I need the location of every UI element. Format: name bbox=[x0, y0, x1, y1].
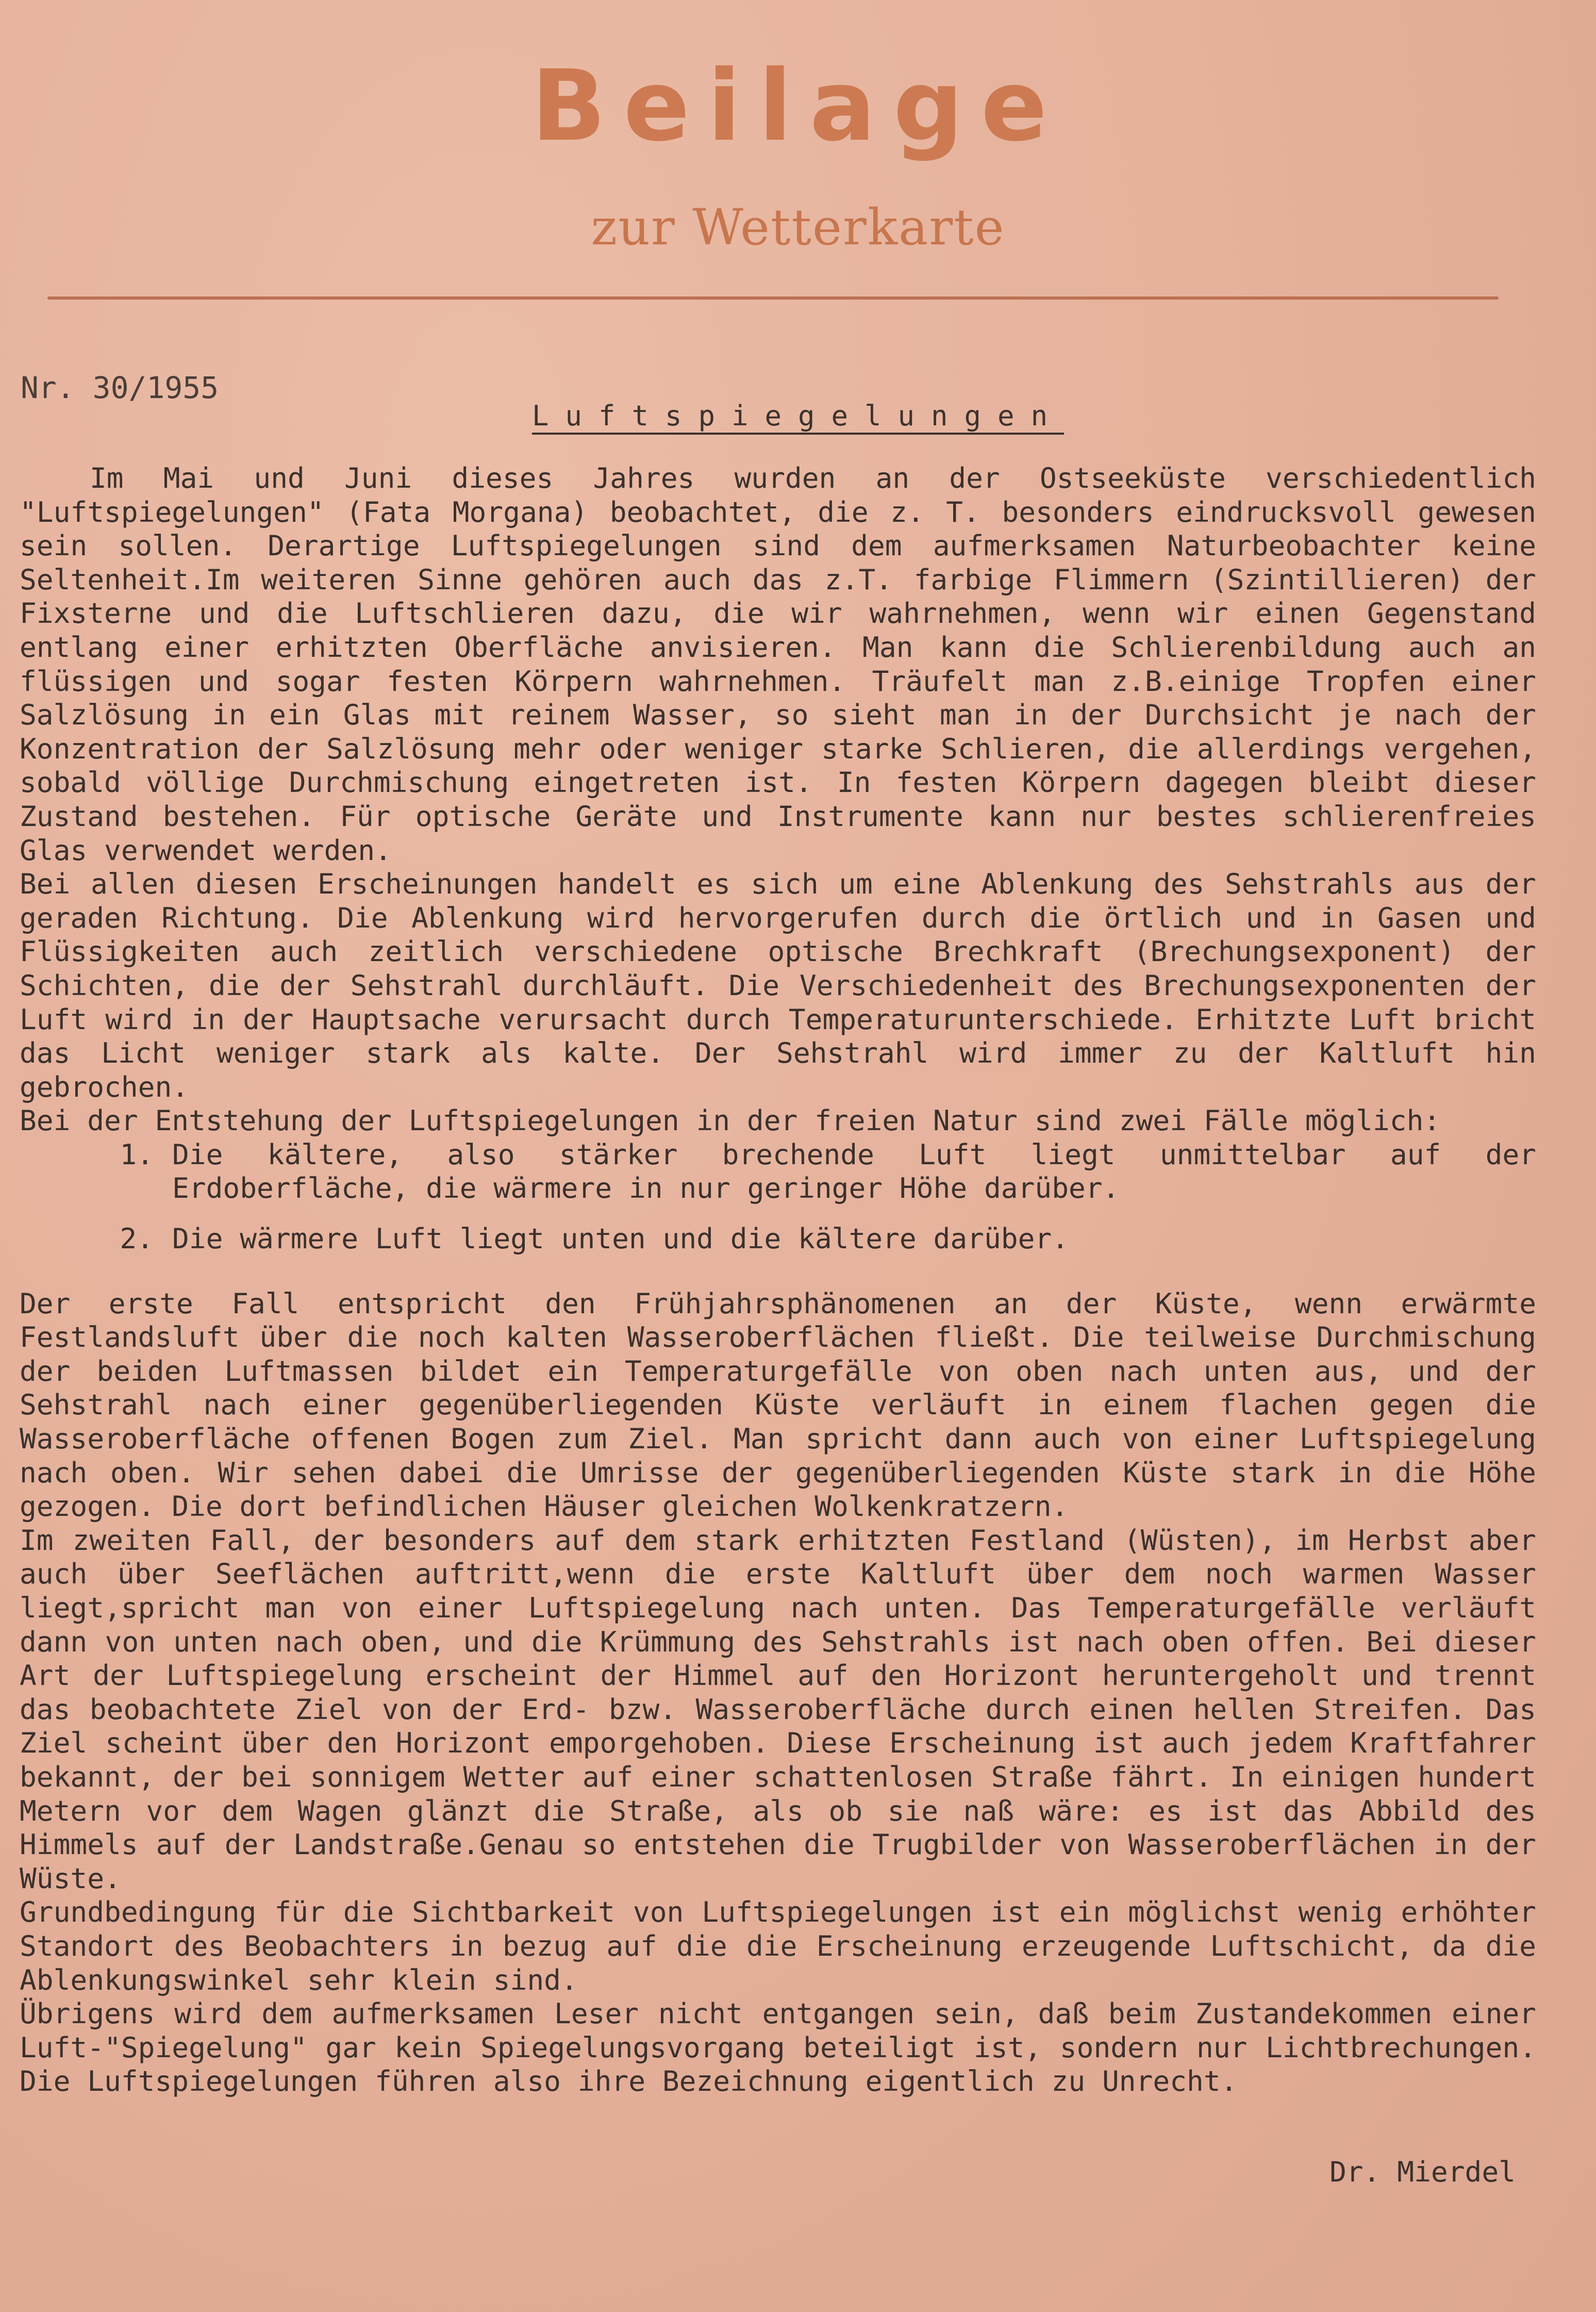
paragraph-visibility: Grundbedingung für die Sichtbarkeit von Luftspiegelungen ist ein möglichst wenig erhöhter Standort des Beobachters in bezug auf die die Erscheinung erzeugende Luftschicht, da die Ablenkungswinkel sehr klein sind. bbox=[20, 1895, 1536, 1996]
paragraph-first-case: Der erste Fall entspricht den Frühjahrsphänomenen an der Küste, wenn erwärmte Festlandsluft über die noch kalten Wasseroberflächen fließt. Die teilweise Durchmischung der beiden Luftmassen bildet ein Temperaturgefälle von oben nach unten aus, und der Sehstrahl nach einer gegenüberliegenden Küste verläuft in einem flachen gegen die Wasseroberfläche offenen Bogen zum Ziel. Man spricht dann auch von einer Luftspiegelung nach oben. Wir sehen dabei die Umrisse der gegenüberliegenden Küste stark in die Höhe gezogen. Die dort befindlichen Häuser gleichen Wolkenkratzern. bbox=[20, 1286, 1536, 1523]
paragraph-deflection: Bei allen diesen Erscheinungen handelt es sich um eine Ablenkung des Sehstrahls aus der geraden Richtung. Die Ablenkung wird hervorgerufen durch die örtlich und in Gasen und Flüssigkeiten auch zeitlich verschiedene optische Brechkraft (Brechungsexponent) der Schichten, die der Sehstrahl durchläuft. Die Verschiedenheit des Brechungsexponenten der Luft wird in der Hauptsache verursacht durch Temperaturunterschiede. Erhitzte Luft bricht das Licht weniger stark als kalte. Der Sehstrahl wird immer zu der Kaltluft hin gebrochen. bbox=[20, 867, 1536, 1103]
masthead-title: Beilage bbox=[531, 49, 1065, 163]
article-heading: Luftspiegelungen bbox=[531, 400, 1065, 432]
paragraph-conclusion: Übrigens wird dem aufmerksamen Leser nicht entgangen sein, daß beim Zustandekommen einer Luft-"Spiegelung" gar kein Spiegelungsvorgang beteiligt ist, sondern nur Lichtbrechungen. Die Luftspiegelungen führen also ihre Bezeichnung eigentlich zu Unrecht. bbox=[20, 1997, 1536, 2098]
case-item bbox=[20, 1138, 1536, 1205]
paragraph-two-cases: Bei der Entstehung der Luftspiegelungen in der freien Natur sind zwei Fälle möglich: bbox=[20, 1104, 1441, 1137]
case-text: Die kältere, also stärker brechende Luft liegt unmittelbar auf der Erdoberfläche, die wärmere in nur geringer Höhe darüber. bbox=[172, 1137, 1536, 1205]
case-text: Die wärmere Luft liegt unten und die kältere darüber. bbox=[172, 1222, 1069, 1256]
case-list bbox=[20, 1138, 1536, 1256]
case-spacer bbox=[20, 1205, 1536, 1222]
case-number: 2. bbox=[120, 1222, 154, 1256]
paragraph-intro: Im Mai und Juni dieses Jahres wurden an der Ostseeküste verschiedentlich "Luftspiegelungen" (Fata Morgana) beobachtet, die z. T. besonders eindrucksvoll gewesen sein sollen. Derartige Luftspiegelungen sind dem aufmerksamen Naturbeobachter keine Seltenheit.Im weiteren Sinne gehören auch das z.T. farbige Flimmern (Szintillieren) der Fixsterne und die Luftschlieren dazu, die wir wahrnehmen, wenn wir einen Gegenstand entlang einer erhitzten Oberfläche anvisieren. Man kann die Schlierenbildung auch an flüssigen und sogar festen Körpern wahrnehmen. Träufelt man z.B.einige Tropfen einer Salzlösung in ein Glas mit reinem Wasser, so sieht man in der Durchsicht je nach der Konzentration der Salzlösung mehr oder weniger starke Schlieren, die allerdings vergehen, sobald völlige Durchmischung eingetreten ist. In festen Körpern dagegen bleibt dieser Zustand bestehen. Für optische Geräte und Instrumente kann nur bestes schlierenfreies Glas verwendet werden. bbox=[20, 461, 1536, 867]
paragraph-second-case: Im zweiten Fall, der besonders auf dem stark erhitzten Festland (Wüsten), im Herbst aber auch über Seeflächen auftritt,wenn die erste Kaltluft über dem noch warmen Wasser liegt,spricht man von einer Luftspiegelung nach unten. Das Temperaturgefälle verläuft dann von unten nach oben, und die Krümmung des Sehstrahls ist nach oben offen. Bei dieser Art der Luftspiegelung erscheint der Himmel auf den Horizont heruntergeholt und trennt das beobachtete Ziel von der Erd- bzw. Wasseroberfläche durch einen hellen Streifen. Das Ziel scheint über den Horizont emporgehoben. Diese Erscheinung ist auch jedem Kraftfahrer bekannt, der bei sonnigem Wetter auf einer schattenlosen Straße fährt. In einigen hundert Metern vor dem Wagen glänzt die Straße, als ob sie naß wäre: es ist das Abbild des Himmels auf der Landstraße.Genau so entstehen die Trugbilder von Wasseroberflächen in der Wüste. bbox=[20, 1523, 1536, 1895]
issue-number: Nr. 30/1955 bbox=[21, 370, 219, 405]
section-spacer bbox=[20, 1256, 1536, 1287]
masthead-divider bbox=[47, 296, 1499, 300]
article-body bbox=[20, 461, 1536, 2099]
case-number: 1. bbox=[120, 1137, 154, 1171]
author-signature: Dr. Mierdel bbox=[1329, 2155, 1516, 2188]
case-item bbox=[20, 1222, 1536, 1256]
masthead-subtitle: zur Wetterkarte bbox=[591, 199, 1005, 256]
article-heading-wrap bbox=[0, 400, 1596, 432]
